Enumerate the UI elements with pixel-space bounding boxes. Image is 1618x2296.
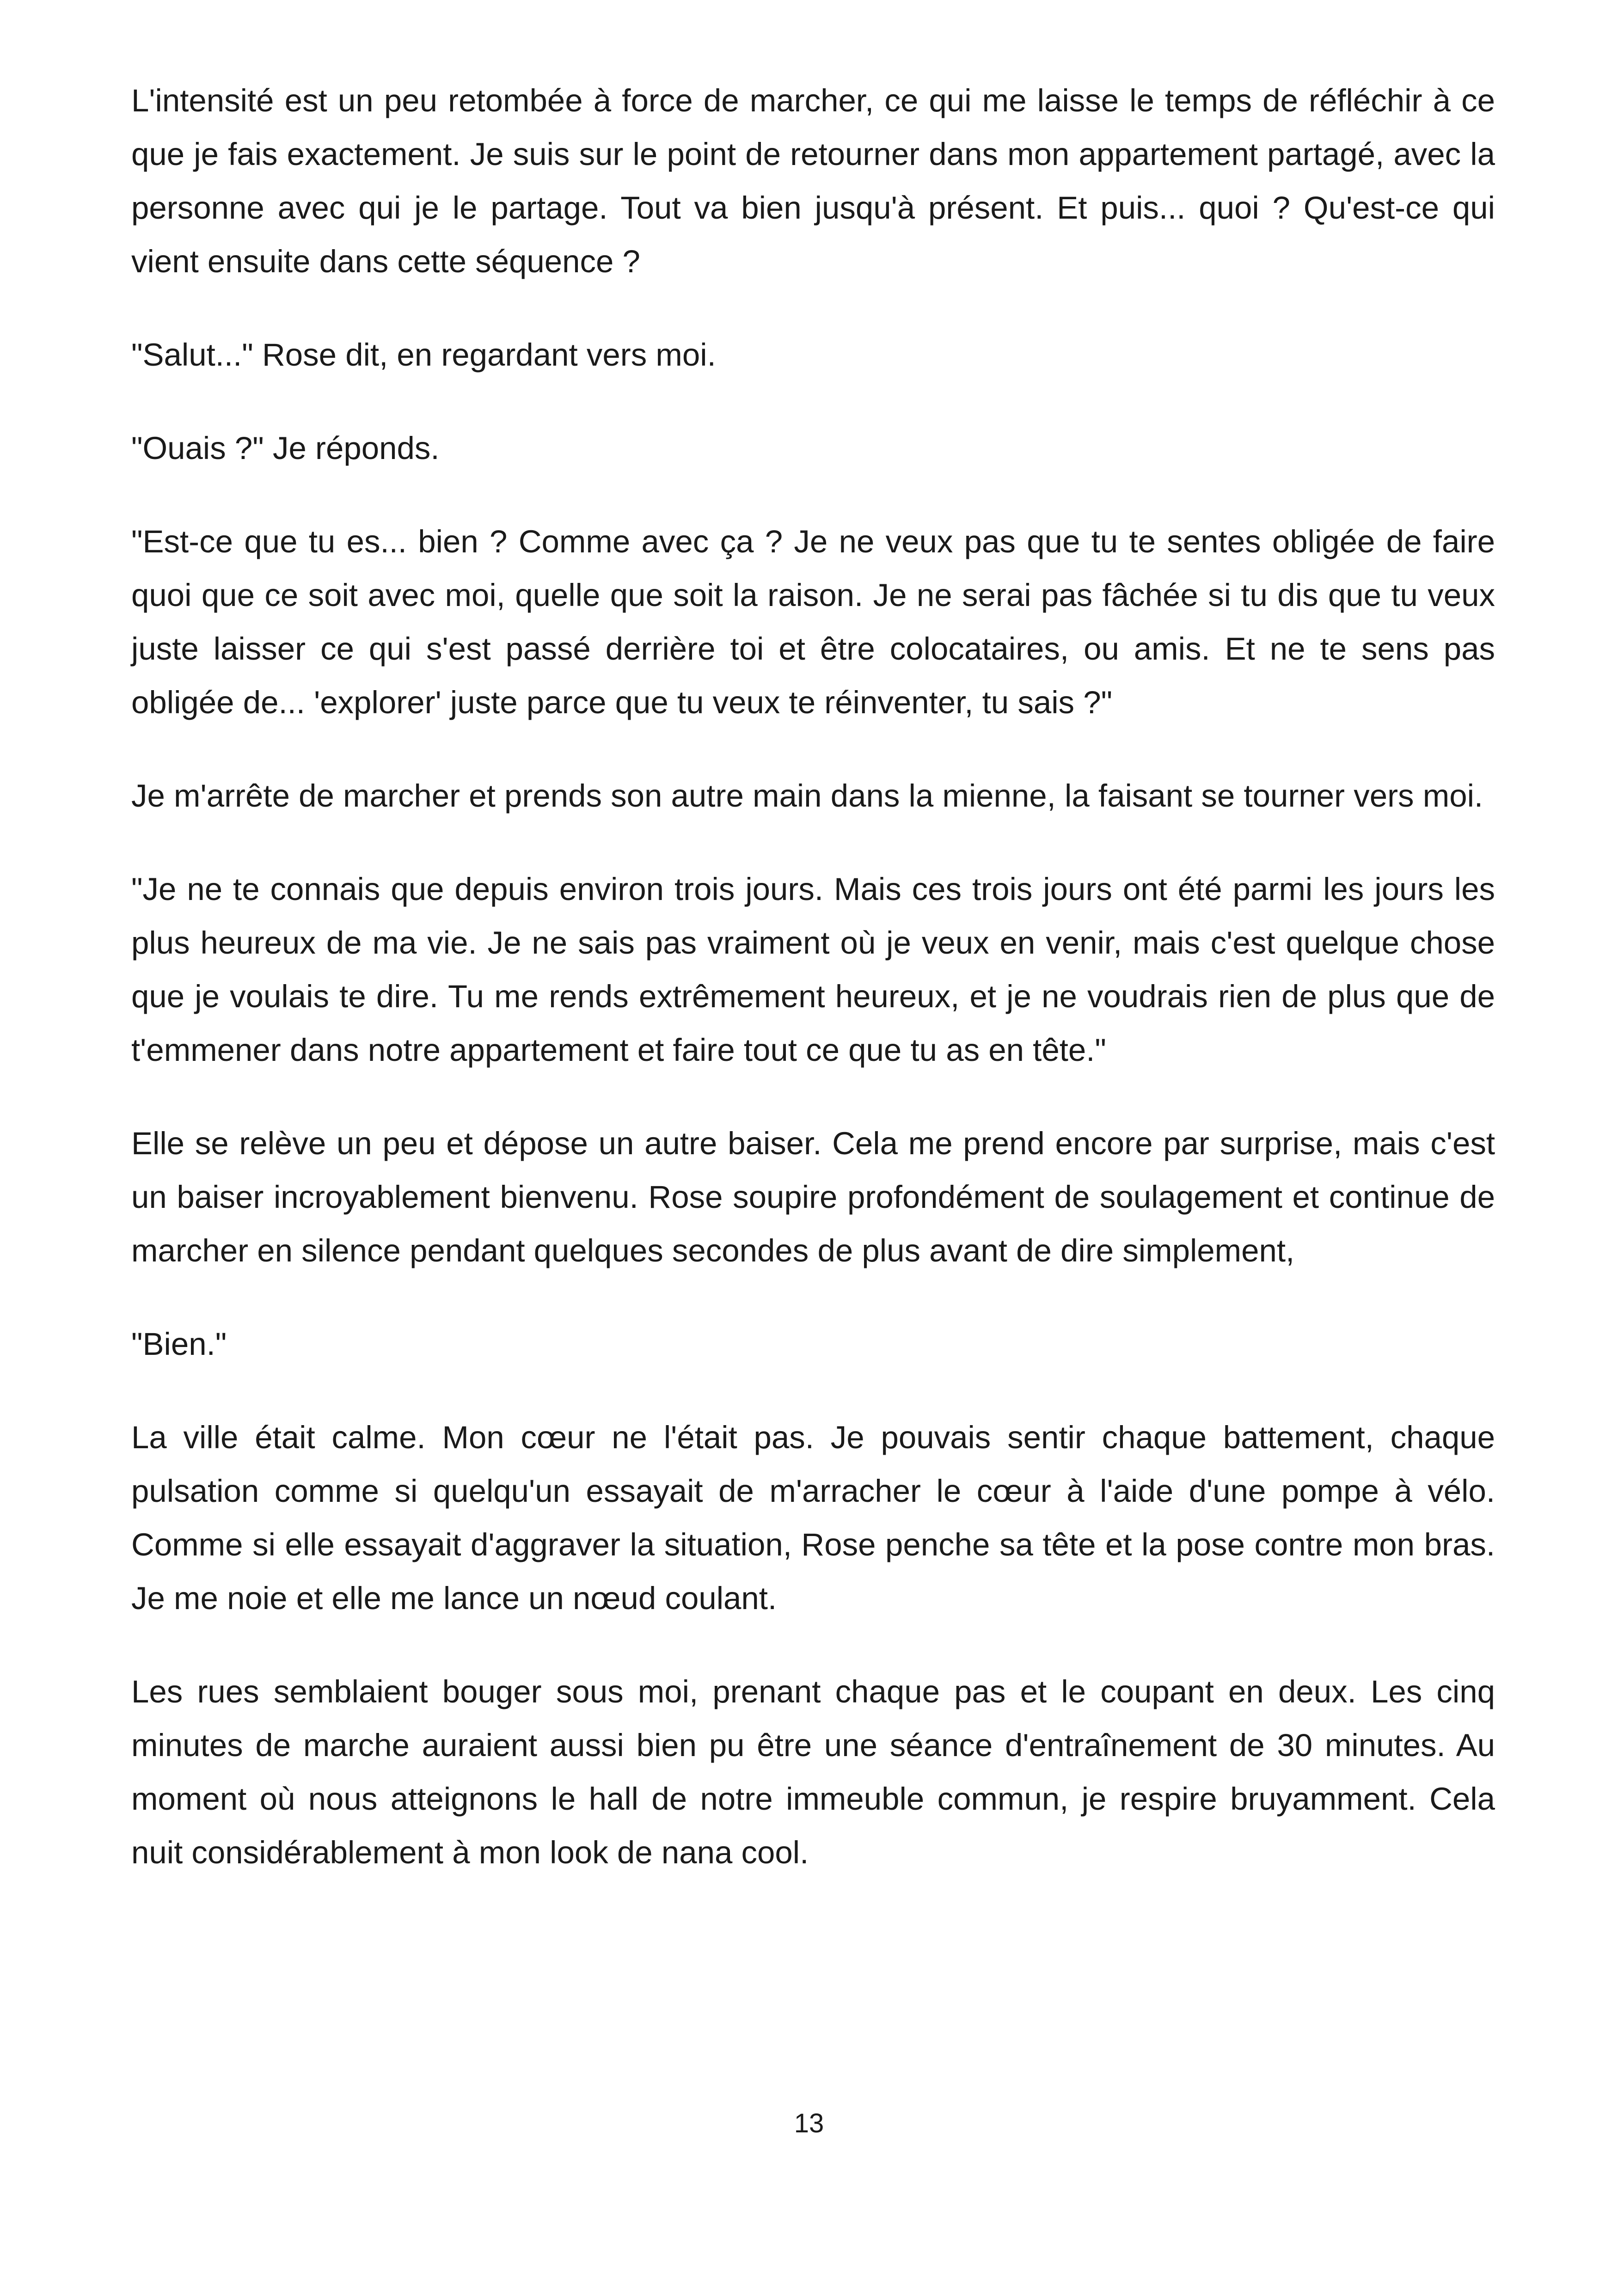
page-number: 13 [794,2108,824,2138]
paragraph-10: Les rues semblaient bouger sous moi, prenant chaque pas et le coupant en deux. Les cinq minutes de marche auraient aussi bien pu être une séance d'entraînement de 30 minutes. Au moment où nous atteignons le hall de notre immeuble commun, je respire bruyamment. Cela nuit considérablement à mon look de nana cool. [131,1674,1495,1870]
paragraph-8: "Bien." [131,1326,227,1362]
paragraph-9: La ville était calme. Mon cœur ne l'était pas. Je pouvais sentir chaque battement, chaque pulsation comme si quelqu'un essayait de m'arracher le cœur à l'aide d'une pompe à vélo. Comme si elle essayait d'aggraver la situation, Rose penche sa tête et la pose contre mon bras. Je me noie et elle me lance un nœud coulant. [131,1420,1495,1616]
paragraph-3: "Ouais ?" Je réponds. [131,430,440,466]
paragraph-2: "Salut..." Rose dit, en regardant vers moi. [131,337,716,373]
paragraph-5: Je m'arrête de marcher et prends son autre main dans la mienne, la faisant se tourner vers moi. [131,778,1483,814]
paragraph-1: L'intensité est un peu retombée à force de marcher, ce qui me laisse le temps de réfléchir à ce que je fais exactement. Je suis sur le point de retourner dans mon appartement partagé, avec la personne avec qui je le partage. Tout va bien jusqu'à présent. Et puis... quoi ? Qu'est-ce qui vient ensuite dans cette séquence ? [131,83,1495,279]
paragraph-6: "Je ne te connais que depuis environ trois jours. Mais ces trois jours ont été parmi les jours les plus heureux de ma vie. Je ne sais pas vraiment où je veux en venir, mais c'est quelque chose que je voulais te dire. Tu me rends extrêmement heureux, et je ne voudrais rien de plus que de t'emmener dans notre appartement et faire tout ce que tu as en tête." [131,871,1495,1068]
body-text [131,74,1495,1919]
paragraph-4: "Est-ce que tu es... bien ? Comme avec ça ? Je ne veux pas que tu te sentes obligée de faire quoi que ce soit avec moi, quelle que soit la raison. Je ne serai pas fâchée si tu dis que tu veux juste laisser ce qui s'est passé derrière toi et être colocataires, ou amis. Et ne te sens pas obligée de... 'explorer' juste parce que tu veux te réinventer, tu sais ?" [131,524,1495,720]
paragraph-7: Elle se relève un peu et dépose un autre baiser. Cela me prend encore par surprise, mais c'est un baiser incroyablement bienvenu. Rose soupire profondément de soulagement et continue de marcher en silence pendant quelques secondes de plus avant de dire simplement, [131,1126,1495,1268]
